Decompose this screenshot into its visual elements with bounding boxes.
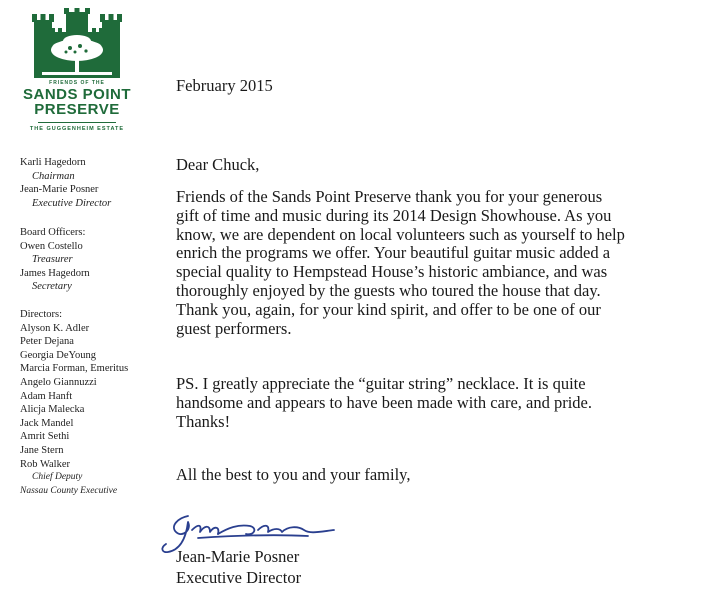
officer-name: Karli Hagedorn	[20, 157, 86, 168]
friends-of-label: FRIENDS OF THE	[49, 80, 105, 86]
director-role: Nassau County Executive	[20, 485, 118, 496]
letter-paragraph-1	[176, 188, 696, 338]
officer-role: Executive Director	[32, 197, 112, 209]
signer-title: Executive Director	[176, 568, 302, 587]
castle-logo-icon	[22, 8, 132, 138]
director-name: Angelo Giannuzzi	[20, 376, 97, 388]
director-name: Rob Walker	[20, 458, 70, 470]
director-name: Jack Mandel	[20, 417, 74, 429]
director-name: Alicja Malecka	[20, 404, 85, 416]
officer-name: Jean-Marie Posner	[20, 184, 99, 196]
director-name: Georgia DeYoung	[20, 349, 97, 361]
paragraph-line: PS. I greatly appreciate the “guitar string” necklace. It is quite	[176, 374, 586, 393]
officer-role: Chairman	[32, 170, 75, 182]
paragraph-line: special quality to Hempstead House’s historic ambiance, and was	[176, 262, 608, 282]
sidebar-board	[20, 226, 90, 294]
paragraph-line: enrich the programs we offer. Your beautiful guitar music added a	[176, 243, 611, 263]
letter-closing: All the best to you and your family,	[176, 465, 411, 484]
paragraph-line: guest performers.	[176, 318, 292, 338]
paragraph-line: handsome and appears to have been made with care, and pride.	[176, 392, 592, 412]
org-name-line2: PRESERVE	[34, 101, 120, 118]
board-member-name: James Hagedorn	[20, 267, 90, 279]
board-member-name: Owen Costello	[20, 240, 83, 252]
sidebar-directors	[20, 308, 128, 498]
letter-date: February 2015	[176, 76, 273, 95]
board-member-role: Treasurer	[32, 254, 73, 266]
org-name-line1: SANDS POINT	[22, 86, 131, 103]
paragraph-line: Thanks!	[176, 411, 231, 431]
signer-name: Jean-Marie Posner	[176, 547, 300, 566]
paragraph-line: Thank you, again, for your kind spirit, and offer to be one of our	[176, 299, 601, 319]
letter-greeting: Dear Chuck,	[176, 155, 260, 174]
letterhead-divider	[38, 122, 116, 123]
director-name: Peter Dejana	[20, 336, 74, 348]
paragraph-line: know, we are dependent on local volunteers such as yourself to help	[176, 224, 625, 244]
director-name: Alyson K. Adler	[20, 322, 90, 334]
director-name: Amrit Sethi	[20, 431, 70, 443]
paragraph-line: Friends of the Sands Point Preserve thank you for your generous	[176, 187, 603, 206]
director-role: Chief Deputy	[32, 472, 83, 483]
paragraph-line: gift of time and music during its 2014 Design Showhouse. As you	[176, 205, 612, 225]
director-name: Adam Hanft	[20, 390, 73, 402]
estate-label: THE GUGGENHEIM ESTATE	[29, 126, 125, 132]
board-member-role: Secretary	[32, 281, 72, 293]
sidebar-officers	[20, 156, 111, 210]
director-name: Jane Stern	[20, 444, 64, 456]
letter-postscript	[176, 375, 696, 431]
director-name: Marcia Forman, Emeritus	[20, 363, 129, 375]
board-heading: Board Officers:	[20, 227, 86, 238]
paragraph-line: thoroughly enjoyed by the guests who toured the house that day.	[176, 280, 601, 300]
directors-heading: Directors:	[20, 309, 62, 320]
